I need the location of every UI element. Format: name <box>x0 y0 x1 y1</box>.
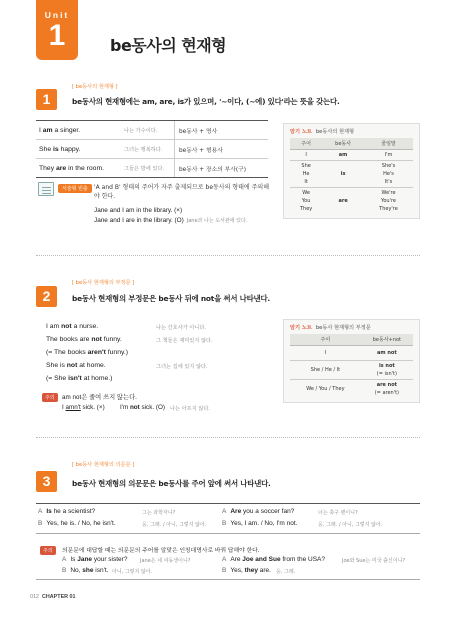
tip-right-example: I'm not sick. (O) <box>120 404 165 411</box>
example-row <box>36 159 268 178</box>
memo-title-text: be동사 현재형의 부정문 <box>315 325 371 331</box>
section-tag: [ be동사 현재형의 부정문 ] <box>72 280 135 286</box>
memo-cell: am <box>338 152 348 158</box>
memo-header: be동사+not <box>361 334 413 346</box>
section-heading: be동사의 현재형에는 am, are, is가 있으며, '~이다, (~에) 있다'라는 뜻을 갖는다. <box>72 97 340 106</box>
qa-line: B Yes, he is. / No, he isn't. <box>38 520 116 527</box>
memo-cell: We're You're They're <box>364 188 413 215</box>
qa-line: A Is he a scientist? <box>38 508 96 515</box>
tip-text: am not은 줄여 쓰지 않는다. <box>62 394 137 401</box>
example-ko: 그녀는 행복하다. <box>124 146 163 153</box>
example-en: She is happy. <box>39 145 81 153</box>
tip-qa-line: B No, she isn't. <box>62 567 109 574</box>
table-bottom-rule <box>36 533 420 534</box>
example-rule: be동사 + 형용사 <box>174 140 268 158</box>
memo-row <box>290 380 413 399</box>
tip-qa-ko: 아니, 그렇지 않아. <box>112 569 153 575</box>
example-rule: be동사 + 장소의 부사(구) <box>174 159 268 177</box>
negation-ko: 그 책들은 재미있지 않다. <box>156 338 213 344</box>
negation-example: (= She isn't at home.) <box>46 375 113 382</box>
memo-row <box>290 161 413 188</box>
section-tag: [ be동사의 현재형 ] <box>72 84 118 90</box>
memo-cell: is not (= isn't) <box>361 361 413 380</box>
note-right-ko: Jane과 나는 도서관에 있다. <box>186 218 248 224</box>
negation-example: (= The books aren't funny.) <box>46 349 129 356</box>
tip-badge: 주의 <box>42 393 58 402</box>
memo-cell: She He It <box>290 161 322 188</box>
memo-row <box>290 188 413 215</box>
tip-badge: 주의 <box>40 546 56 555</box>
memo-row <box>290 150 413 161</box>
memo-cell: I <box>305 152 307 158</box>
qa-ko: 그는 과학자니? <box>142 510 176 516</box>
negation-ko: 나는 간호사가 아니다. <box>156 325 207 331</box>
memo-header: 줄임말 <box>364 138 413 150</box>
negation-example: The books are not funny. <box>46 336 122 343</box>
example-rule: be동사 + 명사 <box>174 121 268 139</box>
table-top-rule <box>36 503 420 504</box>
example-table <box>36 120 268 178</box>
section-heading: be동사 현재형의 의문문은 be동사를 주어 앞에 써서 나타낸다. <box>72 479 271 488</box>
qa-ko: 너는 축구 팬이니? <box>318 510 358 516</box>
page-footer <box>30 594 76 600</box>
memo-cell: I'm <box>384 152 393 158</box>
unit-number: 1 <box>48 19 66 52</box>
tip-wrong-example: I amn't sick. (×) <box>62 404 105 411</box>
example-ko: 나는 가수이다. <box>124 127 158 134</box>
memo-title-text: be동사의 현재형 <box>315 129 355 135</box>
section-tag: [ be동사 현재형의 의문문 ] <box>72 462 135 468</box>
section-number: 1 <box>36 89 57 110</box>
memo-box <box>283 319 420 403</box>
tip-qa-line: A Is Jane your sister? <box>62 556 128 563</box>
memo-title <box>290 128 413 135</box>
negation-example: I am not a nurse. <box>46 323 99 330</box>
unit-word: Unit <box>44 10 70 20</box>
section-heading: be동사 현재형의 부정문은 be동사 뒤에 not을 써서 나타낸다. <box>72 294 271 303</box>
memo-table <box>290 334 413 398</box>
memo-row <box>290 361 413 380</box>
tip-qa-ko: 응, 그래. <box>276 569 296 575</box>
page-number: 012 <box>30 594 39 600</box>
qa-ko: 응, 그래. / 아니, 그렇지 않아. <box>318 522 383 528</box>
memo-label: 암기 노트 <box>290 129 312 135</box>
qa-line: B Yes, I am. / No, I'm not. <box>222 520 298 527</box>
example-en: They are in the room. <box>39 164 104 172</box>
unit-tab <box>36 0 78 60</box>
memo-row <box>290 346 413 361</box>
memo-table <box>290 138 413 214</box>
tip-qa-ko: Jane은 네 여동생이니? <box>140 558 191 564</box>
section-number: 2 <box>36 286 57 307</box>
qa-line: A Are you a soccer fan? <box>222 508 295 515</box>
note-right-text: Jane and I are in the library. (O) <box>94 217 184 224</box>
memo-cell: are not (= aren't) <box>361 380 413 399</box>
negation-ko: 그녀는 집에 있지 않다. <box>156 364 208 370</box>
section-divider <box>36 255 420 256</box>
note-text: 'A and B' 형태의 주어가 자주 출제되므로 be동사의 형태에 주의해야 한다. <box>94 184 269 200</box>
example-en: I am a singer. <box>39 126 81 134</box>
chapter-label: CHAPTER 01 <box>42 594 76 600</box>
tip-qa-line: A Are Joe and Sue from the USA? <box>222 556 325 563</box>
section-number: 3 <box>36 471 57 492</box>
memo-box <box>283 123 420 219</box>
memo-cell: She / He / It <box>290 361 361 380</box>
example-ko: 그들은 방에 있다. <box>124 165 165 172</box>
memo-title <box>290 324 413 331</box>
tip-right-ko: 나는 아프지 않다. <box>170 406 211 412</box>
note-right-example <box>94 217 247 224</box>
memo-cell: We You They <box>290 188 322 215</box>
memo-cell: We / You / They <box>290 380 361 399</box>
negation-example: She is not at home. <box>46 362 106 369</box>
example-row <box>36 140 268 159</box>
tip-qa-line: B Yes, they are. <box>222 567 271 574</box>
memo-header: be동사 <box>322 138 364 150</box>
note-badge: 서술형 빈출 <box>58 184 92 193</box>
tip-bottom-rule <box>36 579 420 580</box>
memo-cell: is <box>322 161 364 188</box>
memo-cell: She's He's It's <box>364 161 413 188</box>
memo-label: 암기 노트 <box>290 325 312 331</box>
section-divider <box>36 437 420 438</box>
note-wrong-example: Jane and I am in the library. (×) <box>94 207 183 214</box>
memo-header: 주어 <box>290 334 361 346</box>
memo-cell: am not <box>377 350 397 356</box>
memo-cell: are <box>322 188 364 215</box>
qa-ko: 응, 그래. / 아니, 그렇지 않아. <box>142 522 207 528</box>
tip-text: 의문문에 대답할 때는 의문문의 주어를 알맞은 인칭대명사로 바꿔 답해야 한다. <box>62 548 260 554</box>
notepad-icon <box>38 182 54 196</box>
memo-cell: I <box>324 350 327 356</box>
tip-qa-ko: Joe와 Sue는 미국 출신이니? <box>342 558 406 564</box>
page-title: be동사의 현재형 <box>110 36 227 55</box>
memo-header: 주어 <box>290 138 322 150</box>
example-row <box>36 121 268 140</box>
